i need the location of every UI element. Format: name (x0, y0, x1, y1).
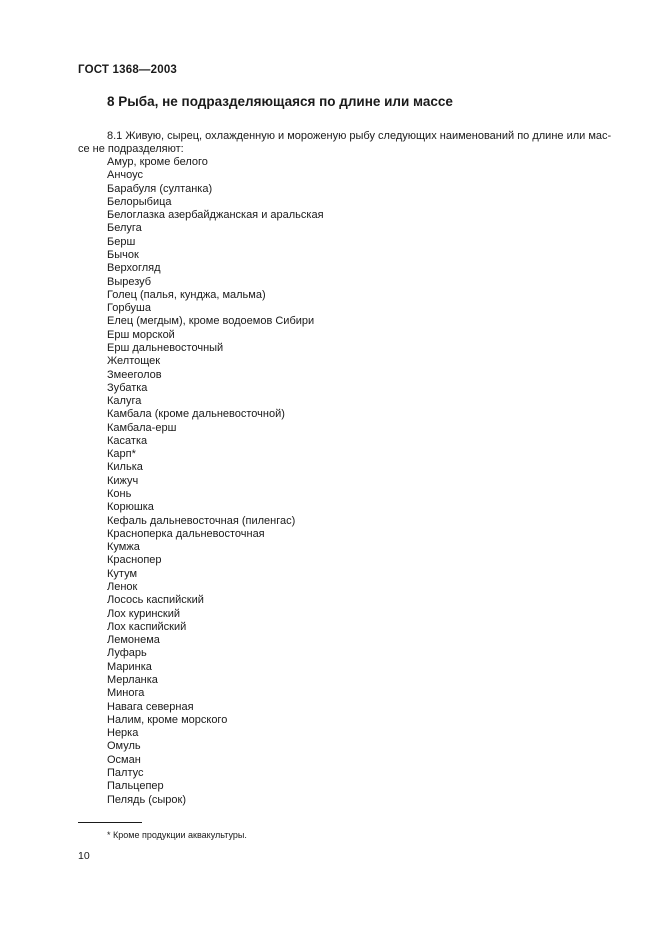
list-item: Кефаль дальневосточная (пиленгас) (107, 514, 296, 527)
list-item: Корюшка (107, 501, 154, 514)
list-item: Анчоус (107, 169, 144, 182)
list-item: Бычок (107, 248, 139, 261)
footnote: * Кроме продукции аквакультуры. (107, 830, 247, 840)
list-item: Кутум (107, 567, 138, 580)
paragraph-line-2: се не подразделяют: (78, 143, 184, 156)
list-item: Елец (мегдым), кроме водоемов Сибири (107, 315, 315, 328)
list-item: Горбуша (107, 302, 151, 315)
intro-paragraph (78, 130, 618, 157)
list-item: Лемонема (107, 634, 160, 647)
list-item: Пальцепер (107, 780, 164, 793)
paragraph-line-1: 8.1 Живую, сырец, охлажденную и мороженую рыбу следующих наименований по длине или мас- (107, 130, 612, 142)
list-item: Лох каспийский (107, 620, 187, 633)
document-header: ГОСТ 1368—2003 (78, 64, 178, 76)
list-item: Белоглазка азербайджанская и аральская (107, 209, 324, 222)
list-item: Берш (107, 235, 136, 248)
list-item: Змееголов (107, 368, 162, 381)
list-item: Карп* (107, 448, 136, 461)
list-item: Ерш морской (107, 328, 175, 341)
section-heading: 8 Рыба, не подразделяющаяся по длине или массе (107, 94, 453, 109)
list-item: Палтус (107, 766, 144, 779)
list-item: Лосось каспийский (107, 594, 204, 607)
list-item: Барабуля (султанка) (107, 182, 213, 195)
list-item: Верхогляд (107, 262, 161, 275)
list-item: Омуль (107, 740, 141, 753)
list-item: Голец (палья, кунджа, мальма) (107, 288, 266, 301)
fish-list (107, 156, 324, 807)
list-item: Красноперка дальневосточная (107, 527, 265, 540)
list-item: Нерка (107, 727, 139, 740)
list-item: Луфарь (107, 647, 147, 660)
list-item: Кижуч (107, 474, 139, 487)
list-item: Белуга (107, 222, 142, 235)
list-item: Камбала-ерш (107, 421, 177, 434)
list-item: Желтощек (107, 355, 161, 368)
list-item: Касатка (107, 434, 148, 447)
list-item: Зубатка (107, 381, 148, 394)
list-item: Осман (107, 753, 141, 766)
list-item: Навага северная (107, 700, 194, 713)
list-item: Калуга (107, 395, 142, 408)
list-item: Краснопер (107, 554, 162, 567)
list-item: Белорыбица (107, 195, 172, 208)
list-item: Кумжа (107, 541, 140, 554)
list-item: Налим, кроме морского (107, 713, 228, 726)
list-item: Ерш дальневосточный (107, 341, 224, 354)
list-item: Минога (107, 687, 145, 700)
list-item: Конь (107, 488, 132, 501)
page-number: 10 (78, 850, 90, 862)
footnote-divider (78, 822, 142, 823)
list-item: Вырезуб (107, 275, 152, 288)
list-item: Ленок (107, 581, 138, 593)
list-item: Килька (107, 461, 143, 474)
list-item: Лох куринский (107, 607, 181, 620)
list-item: Пелядь (сырок) (107, 793, 187, 806)
list-item: Амур, кроме белого (107, 156, 208, 168)
list-item: Камбала (кроме дальневосточной) (107, 408, 285, 421)
list-item: Мерланка (107, 673, 158, 686)
list-item: Маринка (107, 660, 152, 673)
